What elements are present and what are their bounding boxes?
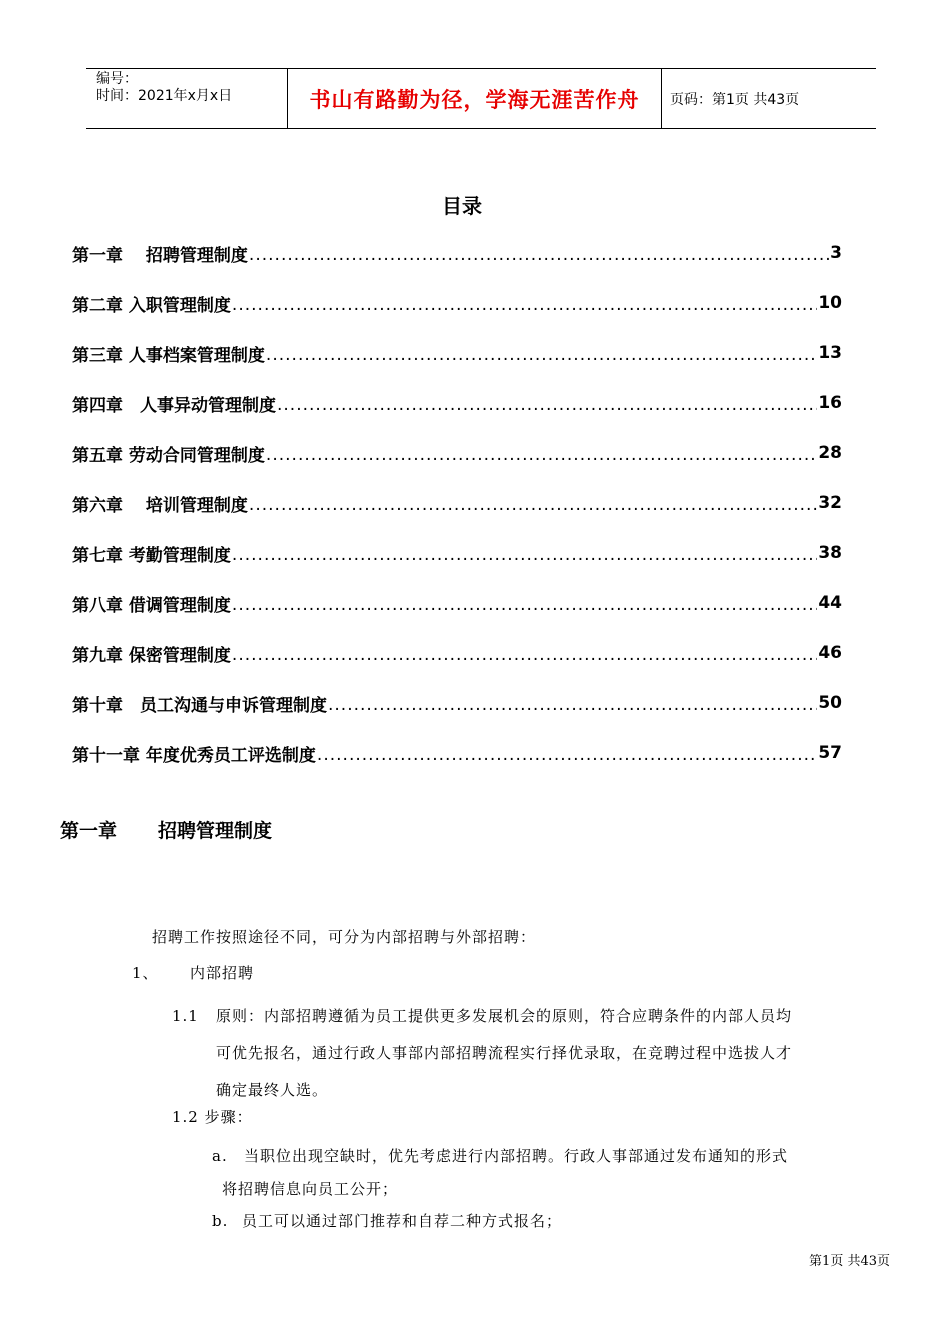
time-label: 时间：2021年x月x日: [96, 88, 233, 104]
toc-entry-page: 3: [830, 243, 842, 263]
toc-entry-page: 16: [818, 393, 842, 413]
toc-leader-dots: [266, 443, 817, 463]
toc-leader-dots: [249, 493, 817, 513]
page-header: [86, 68, 876, 129]
toc-entry[interactable]: [72, 678, 842, 728]
toc-entry-page: 38: [818, 543, 842, 563]
toc-title: 目录: [442, 194, 482, 218]
chapter-number: 第一章: [60, 820, 118, 842]
toc-entry[interactable]: [72, 428, 842, 478]
item-label: 1、: [132, 964, 159, 982]
toc-entry[interactable]: [72, 228, 842, 278]
header-page-cell: [662, 69, 876, 128]
toc-entry[interactable]: [72, 628, 842, 678]
toc-entry-label: 第五章 劳动合同管理制度: [72, 445, 265, 466]
toc-entry[interactable]: [72, 278, 842, 328]
header-page-label: 页码：第1页 共43页: [670, 91, 800, 108]
list-item: [212, 1140, 902, 1206]
header-meta: [86, 69, 288, 128]
toc-leader-dots: [232, 293, 817, 313]
item-label: 1.1: [172, 1007, 199, 1025]
chapter-title: 招聘管理制度: [158, 820, 273, 842]
header-motto: 书山有路勤为径，学海无涯苦作舟: [309, 87, 640, 112]
toc-leader-dots: [317, 743, 817, 763]
toc-entry-page: 10: [818, 293, 842, 313]
list-item: 1.2 步骤：: [172, 1108, 253, 1126]
list-item: [172, 998, 892, 1109]
toc-entry[interactable]: [72, 578, 842, 628]
toc-entry-label: 第七章 考勤管理制度: [72, 545, 231, 566]
toc-leader-dots: [277, 393, 817, 413]
header-motto-cell: [288, 69, 662, 128]
toc-entry-label: 第三章 人事档案管理制度: [72, 345, 265, 366]
item-label: a.: [212, 1147, 228, 1165]
list-item: [132, 962, 254, 983]
item-text-line: 当职位出现空缺时，优先考虑进行内部招聘。行政人事部通过发布通知的形式: [244, 1147, 789, 1165]
item-text-line: 可优先报名，通过行政人事部内部招聘流程实行择优录取，在竞聘过程中选拔人才: [216, 1044, 793, 1062]
toc-entry-page: 46: [818, 643, 842, 663]
toc-entry[interactable]: [72, 328, 842, 378]
toc-leader-dots: [266, 343, 817, 363]
toc-leader-dots: [232, 543, 817, 563]
toc-entry-label: 第四章 人事异动管理制度: [72, 395, 276, 416]
toc-leader-dots: [232, 593, 817, 613]
toc-entry-page: 50: [818, 693, 842, 713]
toc-entry[interactable]: [72, 528, 842, 578]
item-text-line: 原则：内部招聘遵循为员工提供更多发展机会的原则，符合应聘条件的内部人员均: [216, 1007, 793, 1025]
toc-entry[interactable]: [72, 478, 842, 528]
item-text: 员工可以通过部门推荐和自荐二种方式报名；: [242, 1212, 563, 1230]
toc-entry-label: 第九章 保密管理制度: [72, 645, 231, 666]
list-item: [212, 1210, 562, 1231]
toc-entry-label: 第八章 借调管理制度: [72, 595, 231, 616]
table-of-contents: [72, 228, 842, 778]
toc-leader-dots: [249, 243, 829, 263]
toc-entry-page: 13: [818, 343, 842, 363]
toc-entry-label: 第一章 招聘管理制度: [72, 245, 248, 266]
toc-entry-page: 44: [818, 593, 842, 613]
page-footer: 第1页 共43页: [809, 1254, 890, 1269]
toc-entry-label: 第十一章 年度优秀员工评选制度: [72, 745, 316, 766]
toc-entry-label: 第二章 入职管理制度: [72, 295, 231, 316]
item-text: 内部招聘: [190, 964, 255, 982]
toc-entry-page: 57: [818, 743, 842, 763]
toc-entry[interactable]: [72, 728, 842, 778]
toc-entry-page: 28: [818, 443, 842, 463]
item-label: b.: [212, 1212, 229, 1230]
chapter-heading: [60, 816, 272, 843]
item-text-line: 将招聘信息向员工公开；: [222, 1180, 399, 1198]
toc-entry-page: 32: [818, 493, 842, 513]
toc-entry-label: 第六章 培训管理制度: [72, 495, 248, 516]
toc-leader-dots: [232, 643, 817, 663]
toc-leader-dots: [328, 693, 817, 713]
item-text-line: 确定最终人选。: [216, 1081, 329, 1099]
number-label: 编号：: [96, 71, 138, 87]
toc-entry[interactable]: [72, 378, 842, 428]
chapter-intro: 招聘工作按照途径不同，可分为内部招聘与外部招聘：: [152, 928, 537, 946]
toc-entry-label: 第十章 员工沟通与申诉管理制度: [72, 695, 327, 716]
